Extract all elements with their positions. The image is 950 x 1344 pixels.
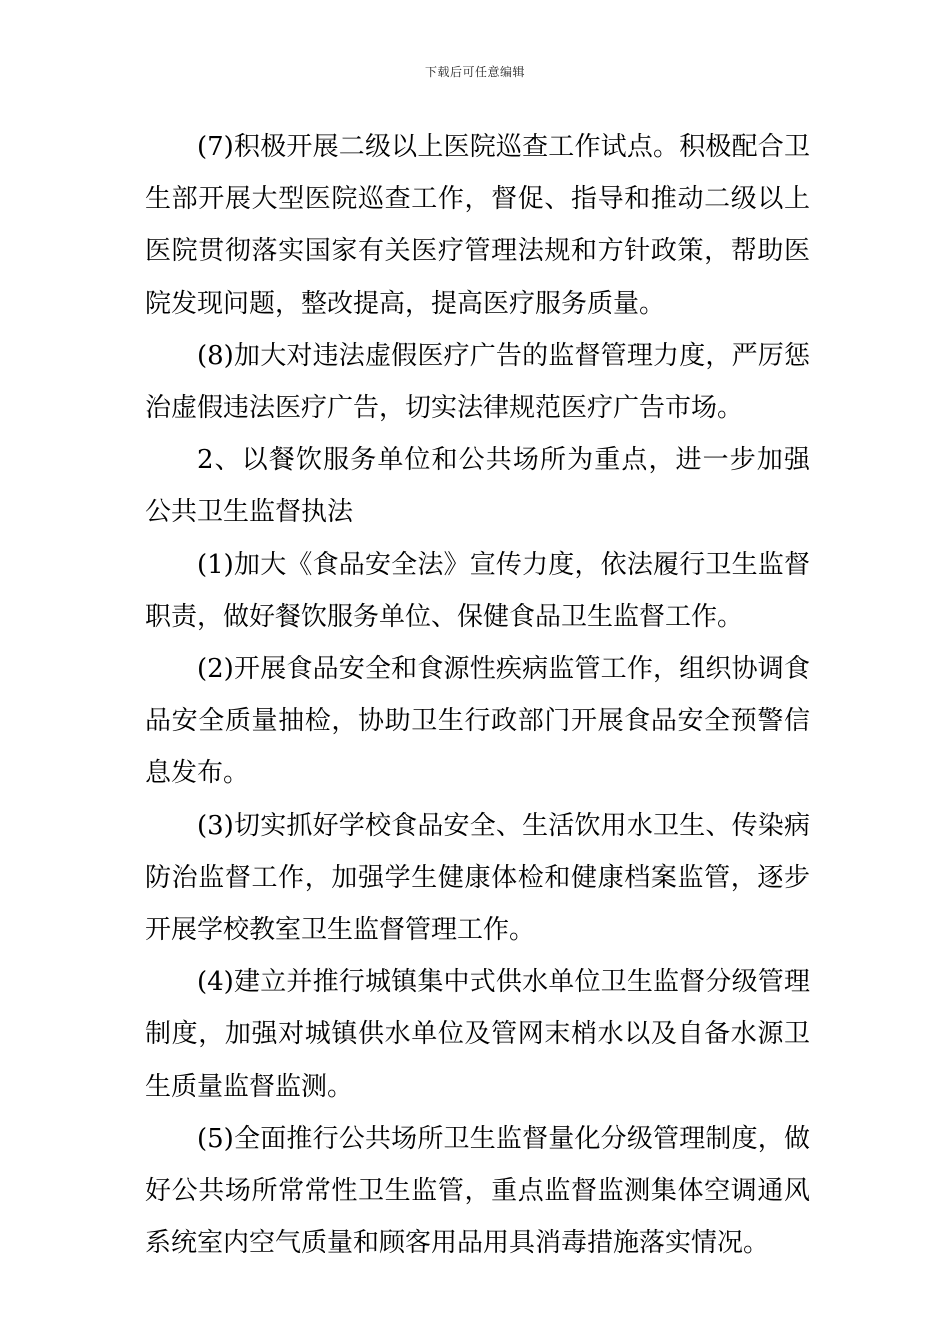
document-body [145,121,810,1269]
paragraph-item-7: (7)积极开展二级以上医院巡查工作试点。积极配合卫生部开展大型医院巡查工作，督促、指导和推动二级以上医院贯彻落实国家有关医疗管理法规和方针政策，帮助医院发现问题，整改提高，提高医疗服务质量。 [145,132,810,319]
section-heading: 2、以餐饮服务单位和公共场所为重点，进一步加强公共卫生监督执法 [145,445,810,528]
paragraph-item-1: (1)加大《食品安全法》宣传力度，依法履行卫生监督职责，做好餐饮服务单位、保健食品卫生监督工作。 [145,549,810,632]
paragraph-item-4: (4)建立并推行城镇集中式供水单位卫生监督分级管理制度，加强对城镇供水单位及管网末梢水以及自备水源卫生质量监督监测。 [145,967,810,1102]
paragraph-item-3: (3)切实抓好学校食品安全、生活饮用水卫生、传染病防治监督工作，加强学生健康体检和健康档案监管，逐步开展学校教室卫生监督管理工作。 [145,810,810,946]
page-header: 下载后可任意编辑 [424,65,525,79]
paragraph-item-5: (5)全面推行公共场所卫生监督量化分级管理制度，做好公共场所常常性卫生监管，重点监督监测集体空调通风系统室内空气质量和顾客用品用具消毒措施落实情况。 [145,1123,810,1259]
paragraph-item-8: (8)加大对违法虚假医疗广告的监督管理力度，严厉惩治虚假违法医疗广告，切实法律规范医疗广告市场。 [145,340,810,424]
paragraph-item-2: (2)开展食品安全和食源性疾病监管工作，组织协调食品安全质量抽检，协助卫生行政部门开展食品安全预警信息发布。 [145,654,810,789]
